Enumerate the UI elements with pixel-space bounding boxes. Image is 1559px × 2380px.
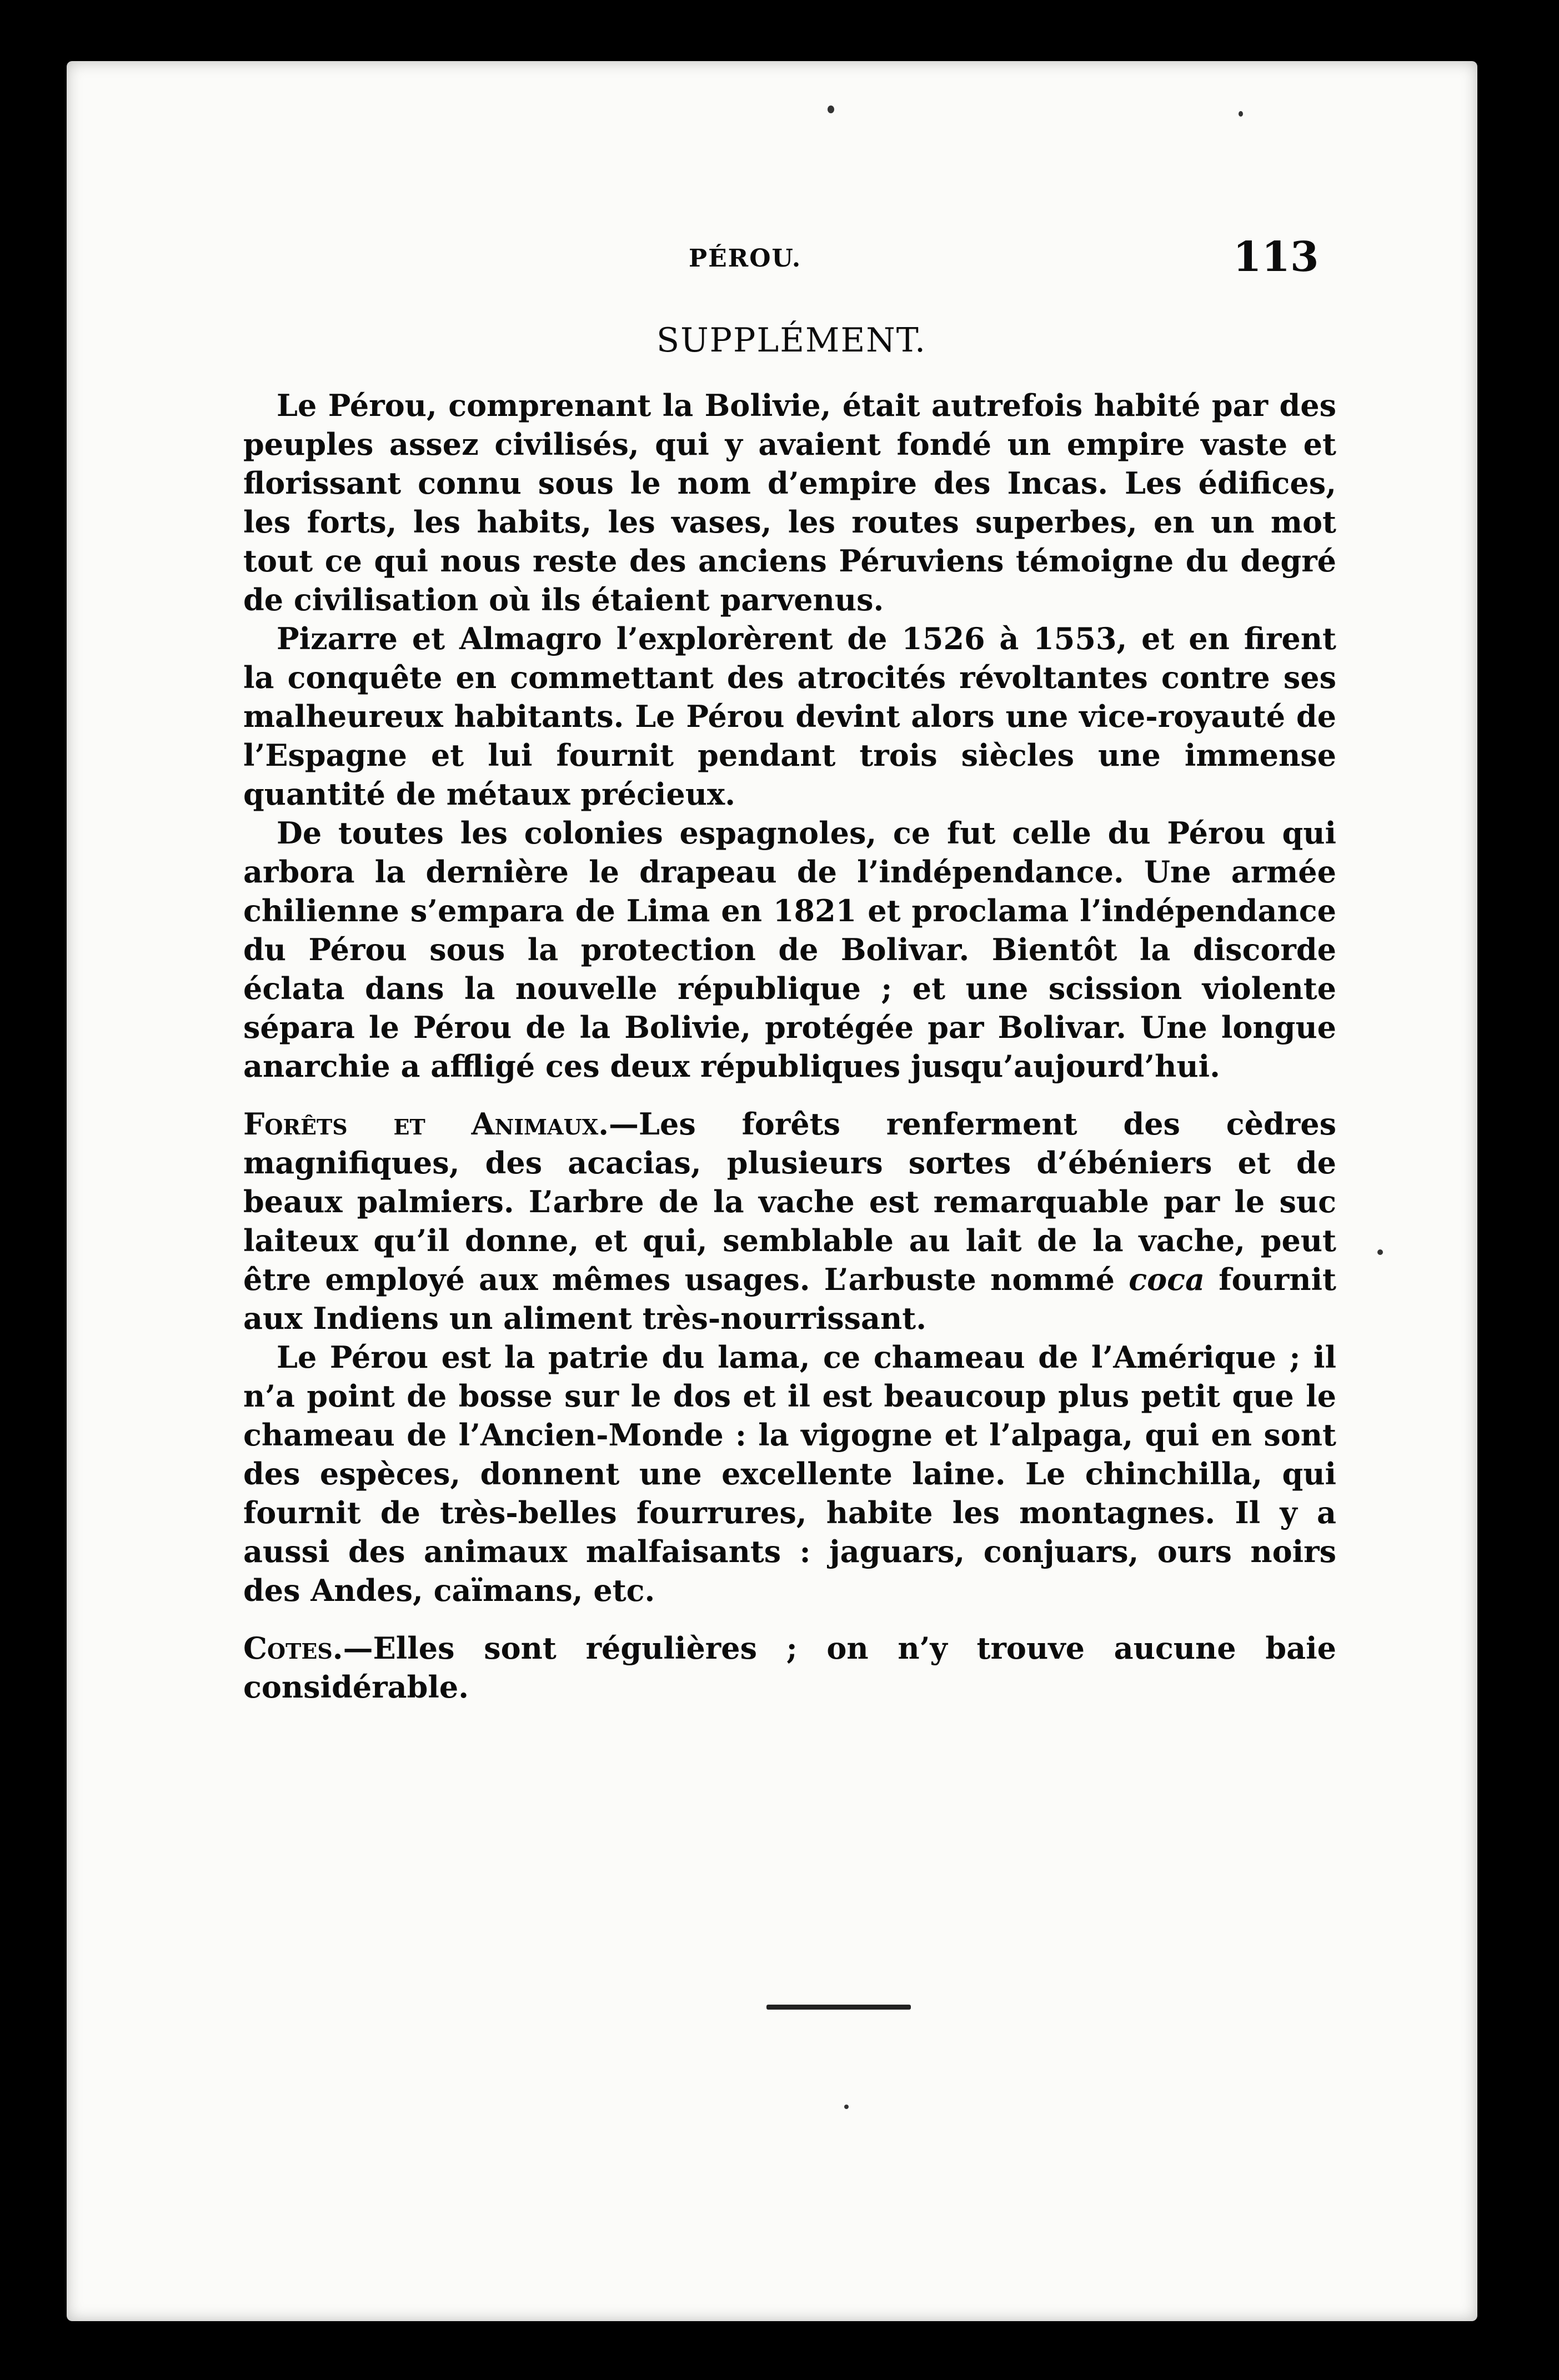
forests-animals-heading: Forêts et Animaux. — [243, 1106, 609, 1142]
coasts-heading: Cotes. — [243, 1630, 343, 1666]
page-number: 113 — [1233, 233, 1319, 281]
coasts-text: —Elles sont régulières ; on n’y trouve aucune baie considérable. — [243, 1630, 1336, 1705]
scan-speck — [1377, 1249, 1383, 1255]
coca-term: coca — [1129, 1262, 1205, 1297]
paragraph-1: Le Pérou, comprenant la Bolivie, était autrefois habité par des peuples assez civilisés, qui y avaient fondé un empire vaste et florissant connu sous le nom d’empire des Incas. Les édifices, les forts, les habits, les vases, les routes superbes, en un mot tout ce qui nous reste des anciens Péruviens témoigne du degré de civilisation où ils étaient parvenus. — [243, 388, 1336, 617]
end-rule — [766, 2005, 911, 2010]
section-title: SUPPLÉMENT. — [656, 321, 927, 360]
scan-speck — [1239, 111, 1243, 117]
forests-animals-text-end: fournit aux Indiens un aliment très-nourrissant. — [243, 1262, 1336, 1336]
paragraph-3: De toutes les colonies espagnoles, ce fut celle du Pérou qui arbora la dernière le drapeau de l’indépendance. Une armée chilienne s’empara de Lima en 1821 et proclama l’indépendance du Pérou sous la protection de Bolivar. Bientôt la discorde éclata dans la nouvelle république ; et une scission violente sépara le Pérou de la Bolivie, protégée par Bolivar. Une longue anarchie a affligé ces deux républiques jusqu’aujourd’hui. — [243, 815, 1336, 1084]
book-page — [67, 61, 1477, 2321]
running-head: PÉROU. — [689, 244, 802, 273]
paragraph-forests-animals — [243, 1104, 1336, 1338]
paragraph-2: Pizarre et Almagro l’explorèrent de 1526 à 1553, et en firent la conquête en commettant des atrocités révoltantes contre ses malheureux habitants. Le Pérou devint alors une vice-royauté de l’Espagne et lui fournit pendant trois siècles une immense quantité de métaux précieux. — [243, 621, 1336, 812]
scan-speck — [828, 106, 834, 113]
body-text — [243, 386, 1336, 1706]
paragraph-5: Le Pérou est la patrie du lama, ce chameau de l’Amérique ; il n’a point de bosse sur le dos et il est beaucoup plus petit que le chameau de l’Ancien-Monde : la vigogne et l’alpaga, qui en sont des espèces, donnent une excellente laine. Le chinchilla, qui fournit de très-belles fourrures, habite les montagnes. Il y a aussi des animaux malfaisants : jaguars, conjuars, ours noirs des Andes, caïmans, etc. — [243, 1339, 1336, 1608]
paragraph-coasts — [243, 1629, 1336, 1706]
forests-animals-text: —Les forêts renferment des cèdres magnifiques, des acacias, plusieurs sortes d’ébéniers et de beaux palmiers. L’arbre de la vache est remarquable par le suc laiteux qu’il donne, et qui, semblable au lait de la vache, peut être employé aux mêmes usages. L’arbuste nommé — [243, 1106, 1336, 1297]
scan-speck — [844, 2105, 849, 2109]
